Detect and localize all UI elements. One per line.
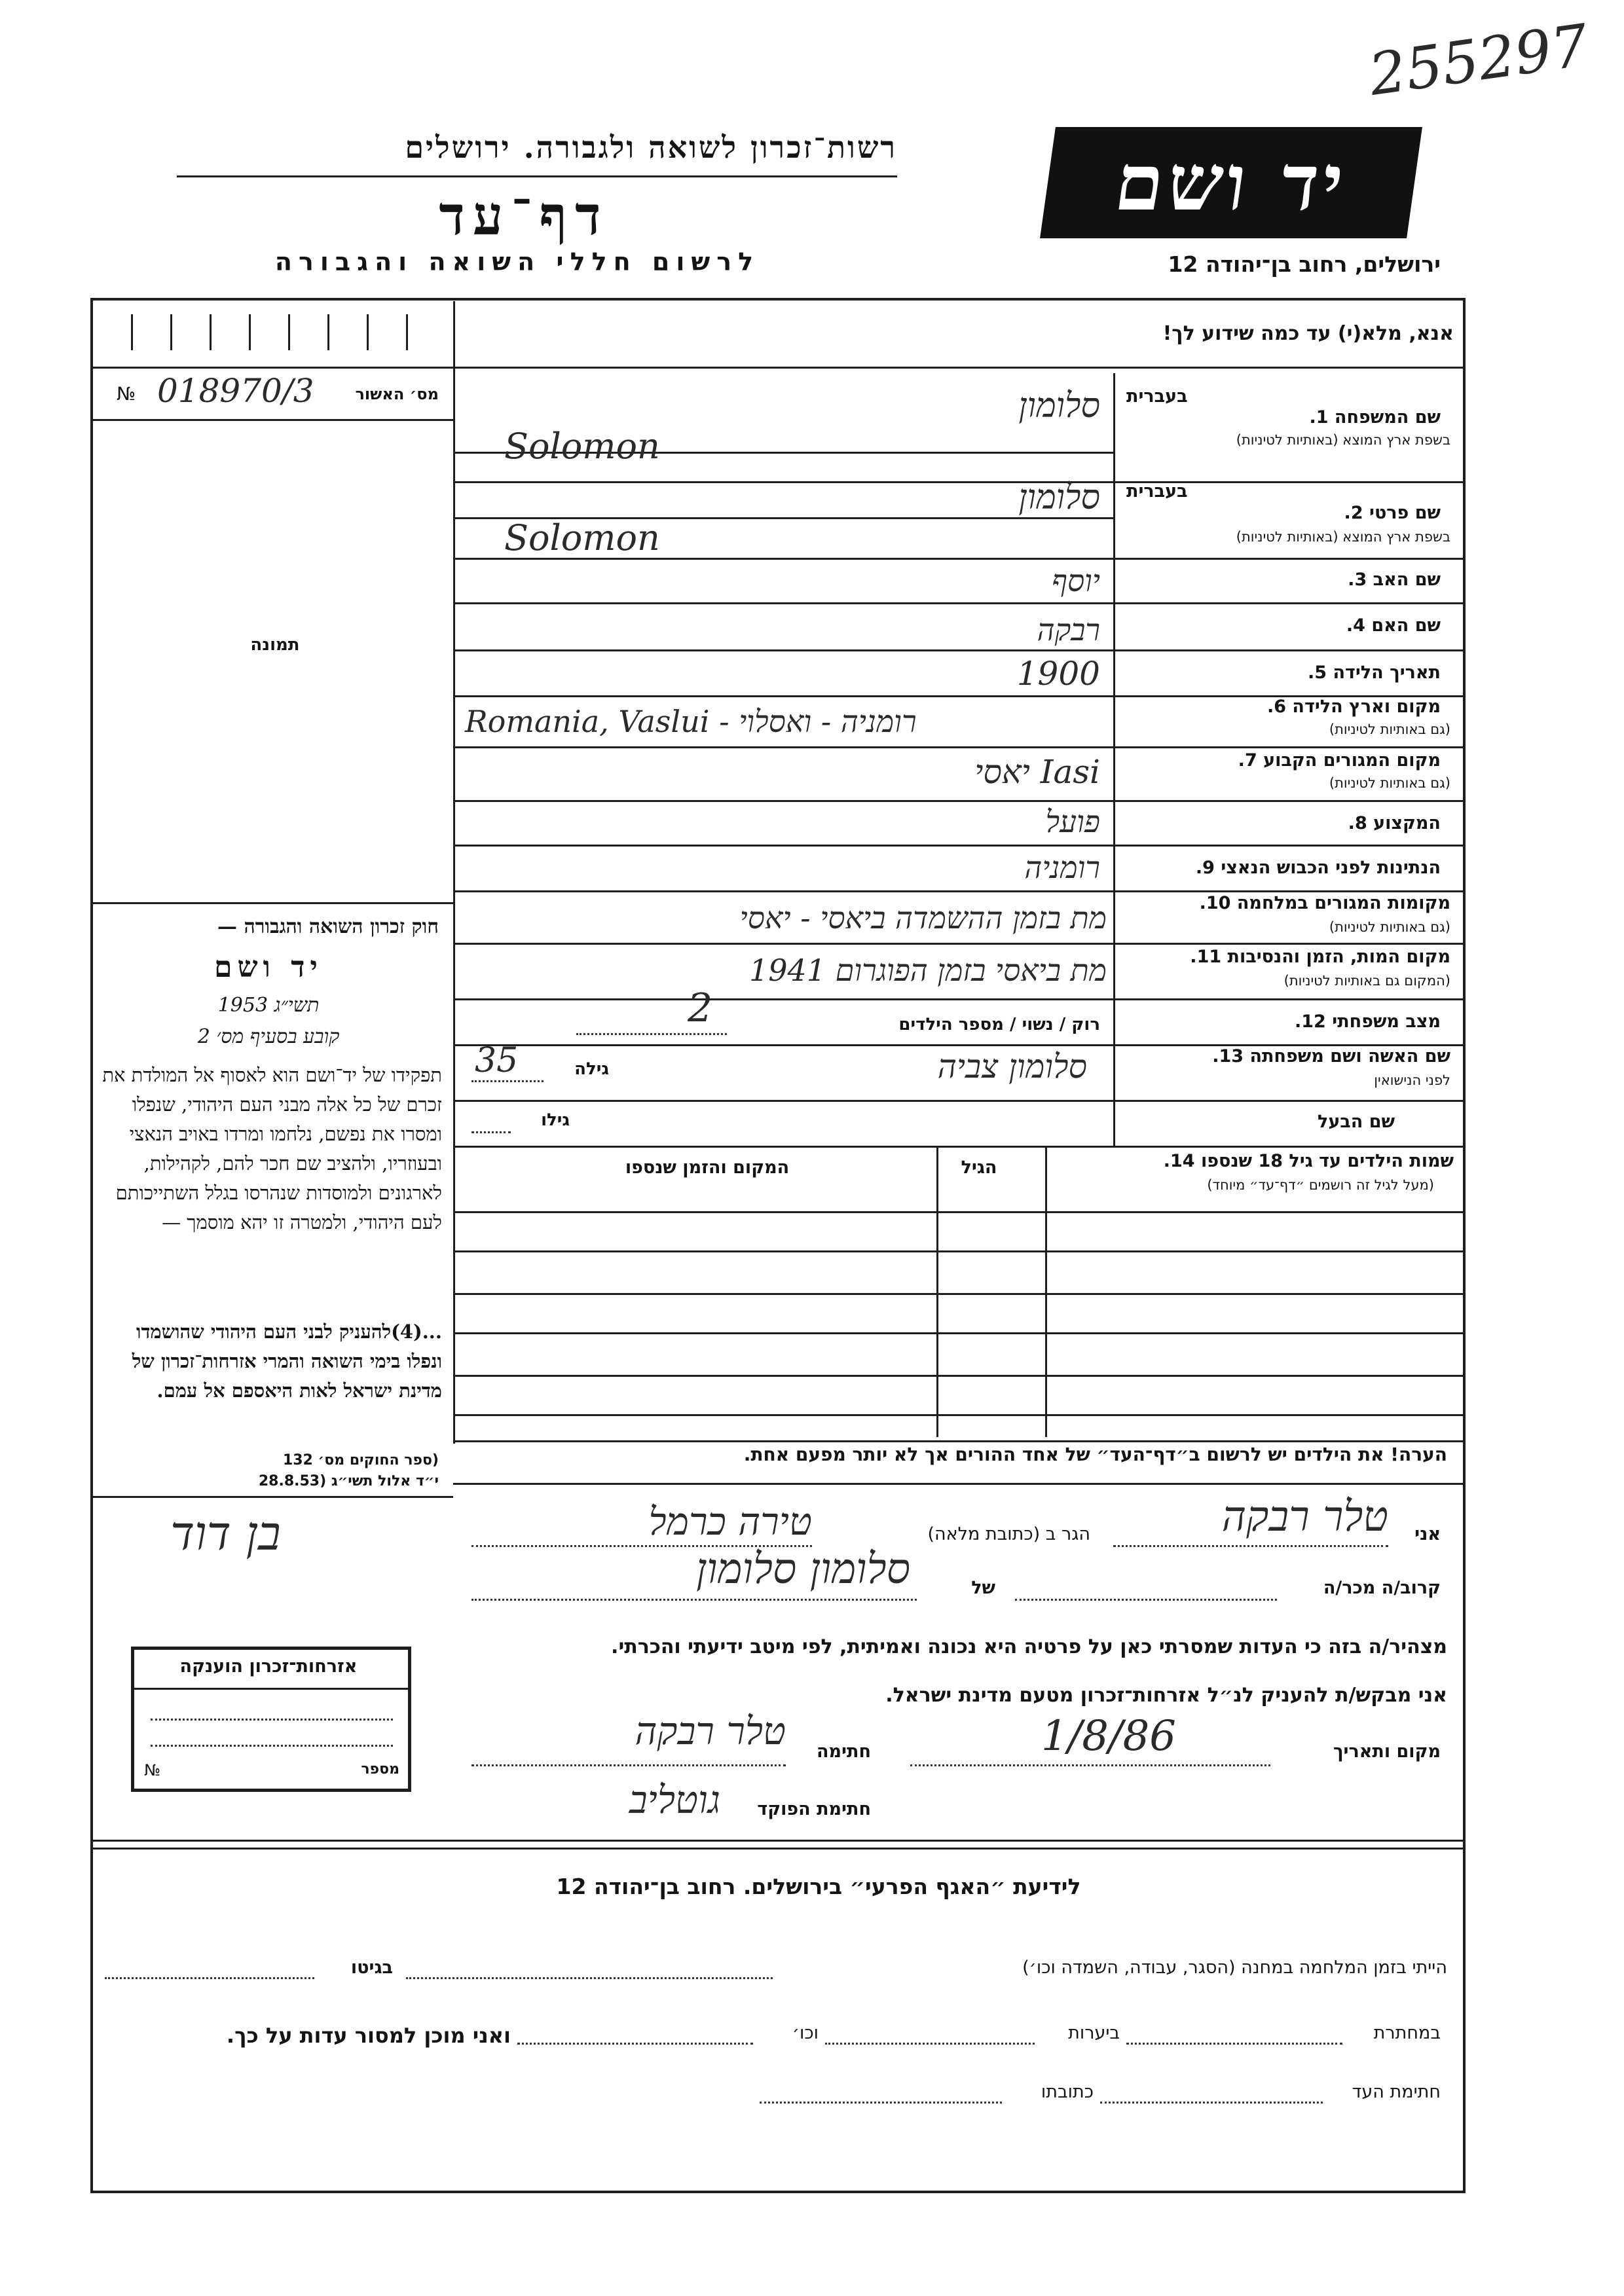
place-date-label: מקום ותאריך [1333, 1741, 1441, 1762]
f2-tag: בעברית [1126, 481, 1188, 501]
f12-value: 2 [688, 985, 713, 1031]
declarant-of-label: של [971, 1578, 995, 1598]
bottom-title: לידיעת ״האגף הפרעי״ בירושלים. רחוב בן־יהודה 12 [556, 1874, 1081, 1899]
bottom-line2-dots-c [517, 2043, 753, 2045]
f5-value: 1900 [1016, 655, 1100, 693]
intro-text: אנא, מלא(י) עד כמה שידוע לך! [1162, 322, 1454, 345]
officer-label: חתימת הפוקד [757, 1799, 871, 1819]
citizenship-symbol: № [144, 1761, 160, 1779]
bottom-line2-dots-b [825, 2043, 1035, 2045]
bottom-line3-dots-b [760, 2102, 1002, 2104]
f12-label: מצב משפחתי 12. [1295, 1011, 1441, 1032]
photo-bottom [92, 902, 453, 904]
declaration-date: 1/8/86 [1041, 1712, 1176, 1760]
f6-sub: (גם באותיות לטיניות) [1329, 721, 1450, 737]
bottom-line1: הייתי בזמן המלחמה במחנה (הסגר, עבודה, השמדה וכו׳) [1022, 1958, 1447, 1978]
header-address: ירושלים, רחוב בן־יהודה 12 [1168, 251, 1441, 277]
approval-symbol: № [117, 383, 136, 405]
f12-status-options: רוק / נשוי / מספר הילדים [898, 1015, 1100, 1034]
children-row [453, 1414, 1465, 1416]
children-row [453, 1375, 1465, 1377]
f13-label: שם האשה ושם משפחתה 13. [1212, 1046, 1450, 1066]
f3-label: שם האב 3. [1348, 570, 1441, 590]
f10-label: מקומות המגורים במלחמה 10. [1199, 893, 1450, 913]
f13-age-dots [471, 1080, 544, 1082]
children-bottom [453, 1440, 1465, 1442]
bottom-line3-b: כתובתו [1041, 2082, 1094, 2102]
row-sep [453, 998, 1465, 1000]
approval-separator [92, 367, 453, 369]
law-ref-1: (ספר החוקים מס׳ 132 [282, 1452, 439, 1468]
row-sep [453, 649, 1465, 651]
place-date-dots [910, 1764, 1270, 1766]
left-column-divider [453, 301, 455, 1444]
bottom-double-line-2 [92, 1848, 1464, 1850]
citizenship-line [151, 1719, 393, 1721]
children-row [453, 1293, 1465, 1295]
declarant-relation-dots [471, 1599, 917, 1601]
bottom-line2-end: ואני מוכן למסור עדות על כך. [226, 2023, 511, 2048]
f14-age-col: הגיל [961, 1157, 997, 1178]
f3-value: יוסף [1052, 563, 1100, 598]
law-ref-2: י״ד אלול תשי״ג (28.8.53 [258, 1473, 439, 1489]
yad-vashem-logo: יד ושם [1040, 127, 1422, 238]
law-bottom [92, 1496, 453, 1498]
f13-age-label: גילה [574, 1059, 609, 1079]
children-row [453, 1250, 1465, 1252]
declarant-name: טלר רבקה [1221, 1493, 1388, 1541]
f9-label: הנתינות לפני הכבוש הנאצי 9. [1195, 858, 1441, 878]
bottom-line1-end: בגיטו [350, 1958, 393, 1978]
citizenship-title: אזרחות־זכרון הוענקה [179, 1656, 358, 1677]
f13-age-value: 35 [475, 1041, 519, 1080]
row-sep [453, 1146, 1465, 1148]
bottom-line1-dots [406, 1977, 773, 1979]
bottom-line2-a: במחתרת [1373, 2023, 1441, 2043]
bottom-line2-dots-a [1126, 2043, 1342, 2045]
f1-value-he: סלומון [1018, 386, 1100, 426]
f1-sub: בשפת ארץ המוצא (באותיות לטיניות) [1236, 432, 1450, 448]
f10-value: מת בזמן ההשמדה ביאסי - יאסי [739, 900, 1107, 936]
husband-label: שם הבעל [1317, 1112, 1395, 1132]
f9-value: רומניה [1024, 850, 1100, 885]
f8-label: המקצוע 8. [1348, 813, 1441, 833]
f6-label: מקום וארץ הלידה 6. [1266, 697, 1441, 717]
f10-sub: (גם באותיות לטיניות) [1329, 919, 1450, 935]
f11-label: מקום המות, הזמן והנסיבות 11. [1190, 947, 1450, 967]
form-title: דף־עד [439, 185, 609, 247]
archive-number: 255297 [1365, 11, 1593, 109]
f13-value: סלומון צביה [937, 1048, 1087, 1085]
law-item: ...(4)להעניק לבני העם היהודי שהושמדו ונפלו בימי השואה והמרי אזרחות־זכרון של מדינת ישראל לאות היאספם אל עמם. [132, 1321, 442, 1402]
f14-place-col: המקום והזמן שנספו [625, 1157, 790, 1178]
children-header-bottom [453, 1211, 1465, 1213]
relation-mark: בן דוד [170, 1506, 281, 1561]
officer-signature: גוטליב [629, 1777, 720, 1822]
approval-bottom [92, 419, 453, 421]
f2-sub: בשפת ארץ המוצא (באותיות לטיניות) [1236, 529, 1450, 545]
declarant-i-label: אני [1414, 1524, 1441, 1544]
f13-sub: לפני הנישואין [1374, 1072, 1450, 1088]
children-row [453, 1332, 1465, 1334]
intro-separator [453, 367, 1465, 369]
f5-label: תאריך הלידה 5. [1307, 663, 1441, 683]
f7-label: מקום המגורים הקבוע 7. [1238, 750, 1441, 771]
declarant-relative-label: קרוב/ה מכר/ה [1323, 1578, 1441, 1598]
declarant-signature: טלר רבקה [635, 1709, 786, 1753]
approval-ticks [105, 314, 432, 354]
f2-value-lat: Solomon [504, 517, 660, 558]
declarant-name-dots [1113, 1545, 1388, 1547]
citizenship-number-label: מספר [361, 1761, 399, 1777]
f11-sub: (המקום גם באותיות לטיניות) [1283, 973, 1450, 989]
husband-age-dots [471, 1131, 511, 1133]
f2-label: שם פרטי 2. [1344, 503, 1441, 523]
law-year: תשי״ג 1953 [217, 994, 320, 1017]
declarant-relation: סלומון סלומון [695, 1545, 910, 1594]
citizenship-line [151, 1745, 393, 1747]
approval-label: מס׳ האשור [355, 385, 439, 403]
bottom-line3-dots-a [1100, 2102, 1323, 2104]
row-sep [453, 800, 1465, 802]
citizenship-title-line [134, 1688, 409, 1690]
approval-number: 018970/3 [157, 372, 314, 410]
f12-dots [576, 1033, 727, 1035]
f14-label: שמות הילדים עד גיל 18 שנספו 14. [1163, 1151, 1454, 1171]
signature-label: חתימה [816, 1741, 871, 1762]
bottom-line2-c: וכו׳ [792, 2023, 819, 2043]
bottom-line3-a: חתימת העד [1352, 2082, 1441, 2102]
law-body: תפקידו של יד־ושם הוא לאסוף אל המולדת את זכרם של כל אלה מבני העם היהודי, שנפלו ומסרו את נפשם, נלחמו ומרדו באויב הנאצי ובעוזריו, ולהציב שם חכר להם, לקהילות, לארגונים ולמוסדות שנהרסו בגלל השתייכותם לעם היהודי, ולמטרה זו יהא מוסמך — [102, 1064, 442, 1233]
f2-value-he: סלומון [1018, 478, 1100, 517]
row-sep [453, 845, 1465, 847]
row-sep [453, 1100, 1465, 1102]
bottom-line1-dots-2 [105, 1977, 314, 1979]
authority-name: רשות־זכרון לשואה ולגבורה. ירושלים [405, 130, 897, 165]
f14-sub: (מעל לגיל זה רושמים ״דף־עד״ מיוחד) [1207, 1177, 1434, 1193]
f1-label: שם המשפחה 1. [1309, 407, 1441, 428]
law-title: חוק זכרון השואה והגבורה — [217, 915, 439, 938]
row-sep [453, 746, 1465, 748]
declarant-request: אני מבקש/ת להעניק לנ״ל אזרחות־זכרון מטעם מדינת ישראל. [885, 1684, 1447, 1707]
form-subtitle: לרשום חללי השואה והגבורה [274, 247, 760, 276]
children-col-1 [936, 1146, 938, 1437]
photo-label: תמונה [250, 635, 300, 655]
children-col-2 [1045, 1146, 1047, 1437]
husband-age-label: גילו [541, 1110, 570, 1130]
f4-value: רבקה [1037, 612, 1100, 647]
f11-value: מת ביאסי בזמן הפוגרום 1941 [748, 953, 1107, 988]
row-sep [453, 890, 1465, 892]
f6-value: Romania, Vaslui - רומניה - ואסלוי [465, 704, 917, 739]
signature-dots [471, 1764, 786, 1766]
declarant-address: טירה כרמל [648, 1499, 812, 1544]
authority-underline [177, 175, 897, 177]
law-name: יד ושם [214, 951, 323, 984]
label-column-divider [1113, 373, 1115, 1146]
bottom-line2-b: ביערות [1068, 2023, 1120, 2043]
row-sep [453, 602, 1465, 604]
bottom-double-line-1 [92, 1840, 1464, 1842]
f7-sub: (גם באותיות לטיניות) [1329, 775, 1450, 791]
f4-label: שם האם 4. [1346, 615, 1441, 636]
f8-value: פועל [1045, 804, 1100, 839]
note-bottom [453, 1483, 1465, 1485]
note-text: הערה! את הילדים יש לרשום ב״דף־העד״ של אחד ההורים אך לא יותר מפעם אחת. [743, 1444, 1447, 1465]
f1-value-lat: Solomon [504, 426, 660, 467]
f1-tag: בעברית [1126, 386, 1188, 407]
law-clause: קובע בסעיף מס׳ 2 [197, 1025, 340, 1048]
declarant-relative-dots [1015, 1599, 1277, 1601]
f7-value: יאסי Iasi [974, 753, 1100, 791]
declarant-living-label: הגר ב (כתובת מלאה) [927, 1524, 1090, 1544]
declarant-statement: מצהיר/ה בזה כי העדות שמסרתי כאן על פרטיה היא נכונה ואמיתית, לפי מיטב ידיעתי והכרתי. [611, 1635, 1447, 1658]
row-sep [453, 943, 1465, 945]
